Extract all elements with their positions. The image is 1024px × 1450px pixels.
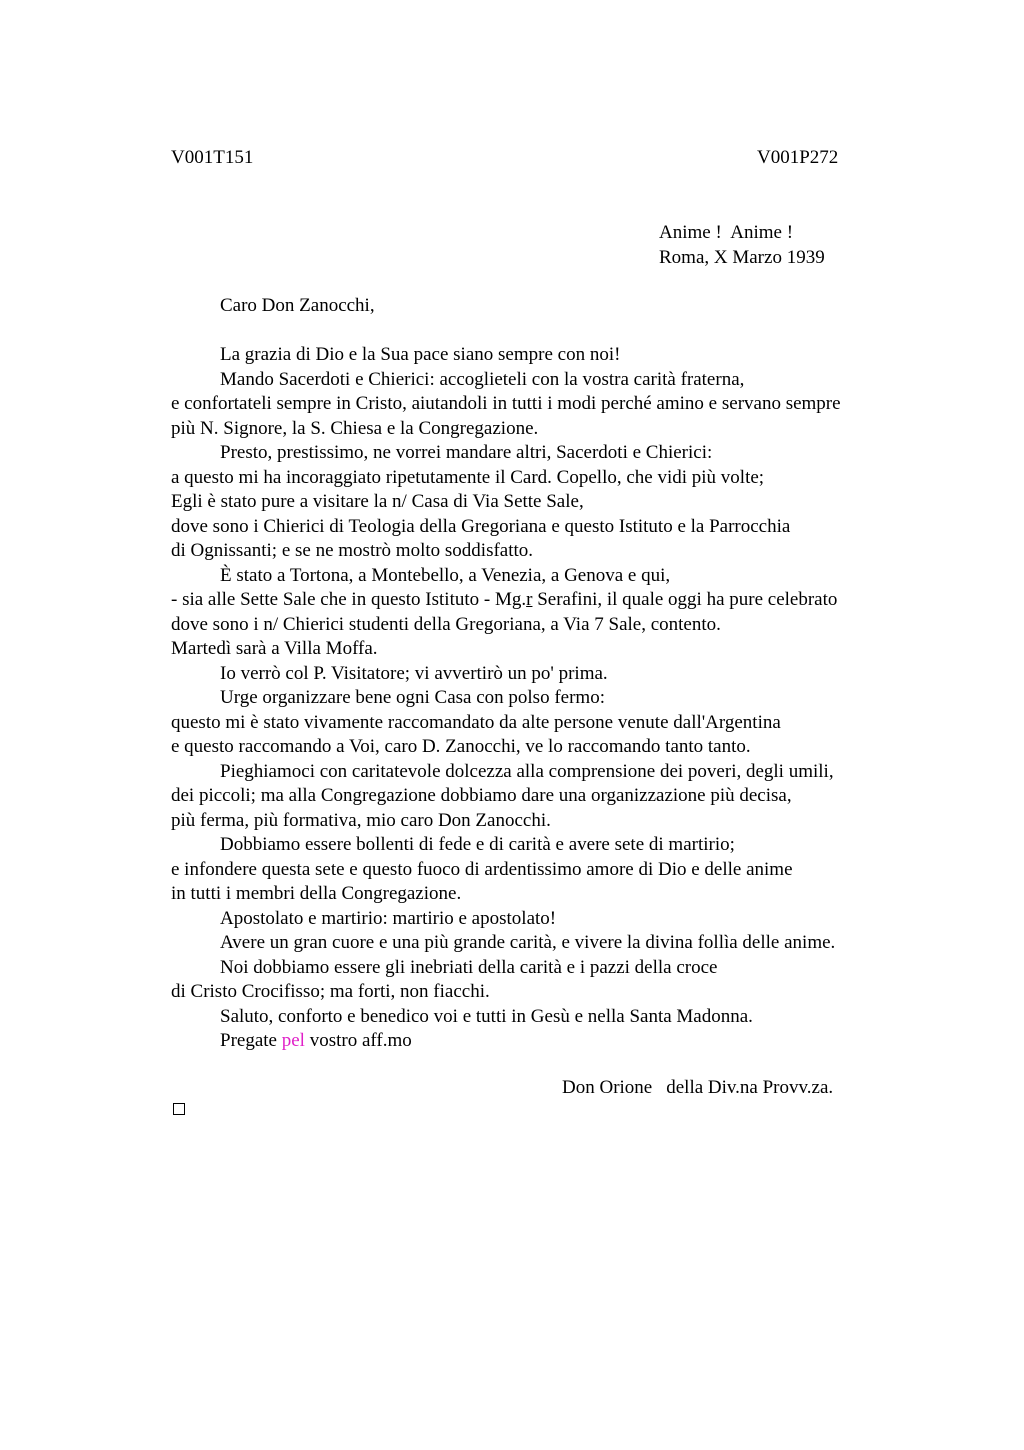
body-line: Apostolato e martirio: martirio e apostolato! xyxy=(220,907,557,929)
closing-line xyxy=(171,1029,841,1054)
body-line: Io verrò col P. Visitatore; vi avvertirò un po' prima. xyxy=(220,662,608,684)
mgr-line-after: Serafini, il quale oggi ha pure celebrato xyxy=(532,589,838,610)
mgr-line-underlined: r xyxy=(526,589,533,610)
document-code-left: V001T151 xyxy=(171,147,254,168)
body-line: di Ognissanti; e se ne mostrò molto soddisfatto. xyxy=(171,540,534,561)
body-line: Dobbiamo essere bollenti di fede e di carità e avere sete di martirio; xyxy=(220,834,735,855)
body-line: Noi dobbiamo essere gli inebriati della carità e i pazzi della croce xyxy=(220,956,718,978)
body-line: di Cristo Crocifisso; ma forti, non fiacchi. xyxy=(171,981,490,1002)
body-line: Martedì sarà a Villa Moffa. xyxy=(171,638,378,659)
body-line: a questo mi ha incoraggiato ripetutamente il Card. Copello, che vidi più volte; xyxy=(171,466,765,488)
body-line: più ferma, più formativa, mio caro Don Zanocchi. xyxy=(171,809,551,831)
body-line: Egli è stato pure a visitare la n/ Casa di Via Sette Sale, xyxy=(171,491,584,512)
body-line: in tutti i membri della Congregazione. xyxy=(171,883,462,904)
body-line xyxy=(171,588,841,613)
body-line: e confortateli sempre in Cristo, aiutandoli in tutti i modi perché amino e servano sempre xyxy=(171,393,841,414)
body-line: e infondere questa sete e questo fuoco di ardentissimo amore di Dio e delle anime xyxy=(171,858,793,880)
dateline: Roma, X Marzo 1939 xyxy=(659,246,825,268)
body-line: Presto, prestissimo, ne vorrei mandare altri, Sacerdoti e Chierici: xyxy=(220,442,713,463)
body-line: dove sono i Chierici di Teologia della Gregoriana e questo Istituto e la Parrocchia xyxy=(171,515,791,537)
mgr-line-before: - sia alle Sette Sale che in questo Istituto - Mg. xyxy=(171,589,527,610)
motto: Anime ! Anime ! xyxy=(659,222,794,243)
body-line: Avere un gran cuore e una più grande carità, e vivere la divina follìa delle anime. xyxy=(220,932,836,953)
body-line: Pieghiamoci con caritatevole dolcezza alla comprensione dei poveri, degli umili, xyxy=(220,760,834,782)
signature-name: Don Orione xyxy=(562,1077,653,1098)
signature xyxy=(562,1076,833,1101)
body-line: dove sono i n/ Chierici studenti della Gregoriana, a Via 7 Sale, contento. xyxy=(171,613,721,635)
body-line: Urge organizzare bene ogni Casa con polso fermo: xyxy=(220,687,605,708)
salutation: Caro Don Zanocchi, xyxy=(220,295,375,316)
closing-before: Pregate xyxy=(220,1030,282,1051)
letter-body xyxy=(171,343,841,1054)
closing-after: vostro aff.mo xyxy=(304,1030,412,1051)
body-line: È stato a Tortona, a Montebello, a Venezia, a Genova e qui, xyxy=(220,564,671,586)
body-line: questo mi è stato vivamente raccomandato da alte persone venute dall'Argentina xyxy=(171,711,781,733)
body-line: dei piccoli; ma alla Congregazione dobbiamo dare una organizzazione più decisa, xyxy=(171,785,792,806)
letter-body-lines xyxy=(171,343,841,1029)
heading-block xyxy=(659,221,825,270)
body-line: e questo raccomando a Voi, caro D. Zanocchi, ve lo raccomando tanto tanto. xyxy=(171,736,751,757)
body-line: La grazia di Dio e la Sua pace siano sempre con noi! xyxy=(220,344,621,365)
body-line: Mando Sacerdoti e Chierici: accoglieteli con la vostra carità fraterna, xyxy=(220,368,745,390)
body-line: Saluto, conforto e benedico voi e tutti in Gesù e nella Santa Madonna. xyxy=(220,1005,753,1027)
document-code-right: V001P272 xyxy=(757,147,839,168)
signature-title: della Div.na Provv.za. xyxy=(666,1077,834,1098)
closing-highlight: pel xyxy=(281,1030,305,1051)
body-line: più N. Signore, la S. Chiesa e la Congregazione. xyxy=(171,417,539,439)
checkbox-square-icon xyxy=(173,1103,185,1115)
